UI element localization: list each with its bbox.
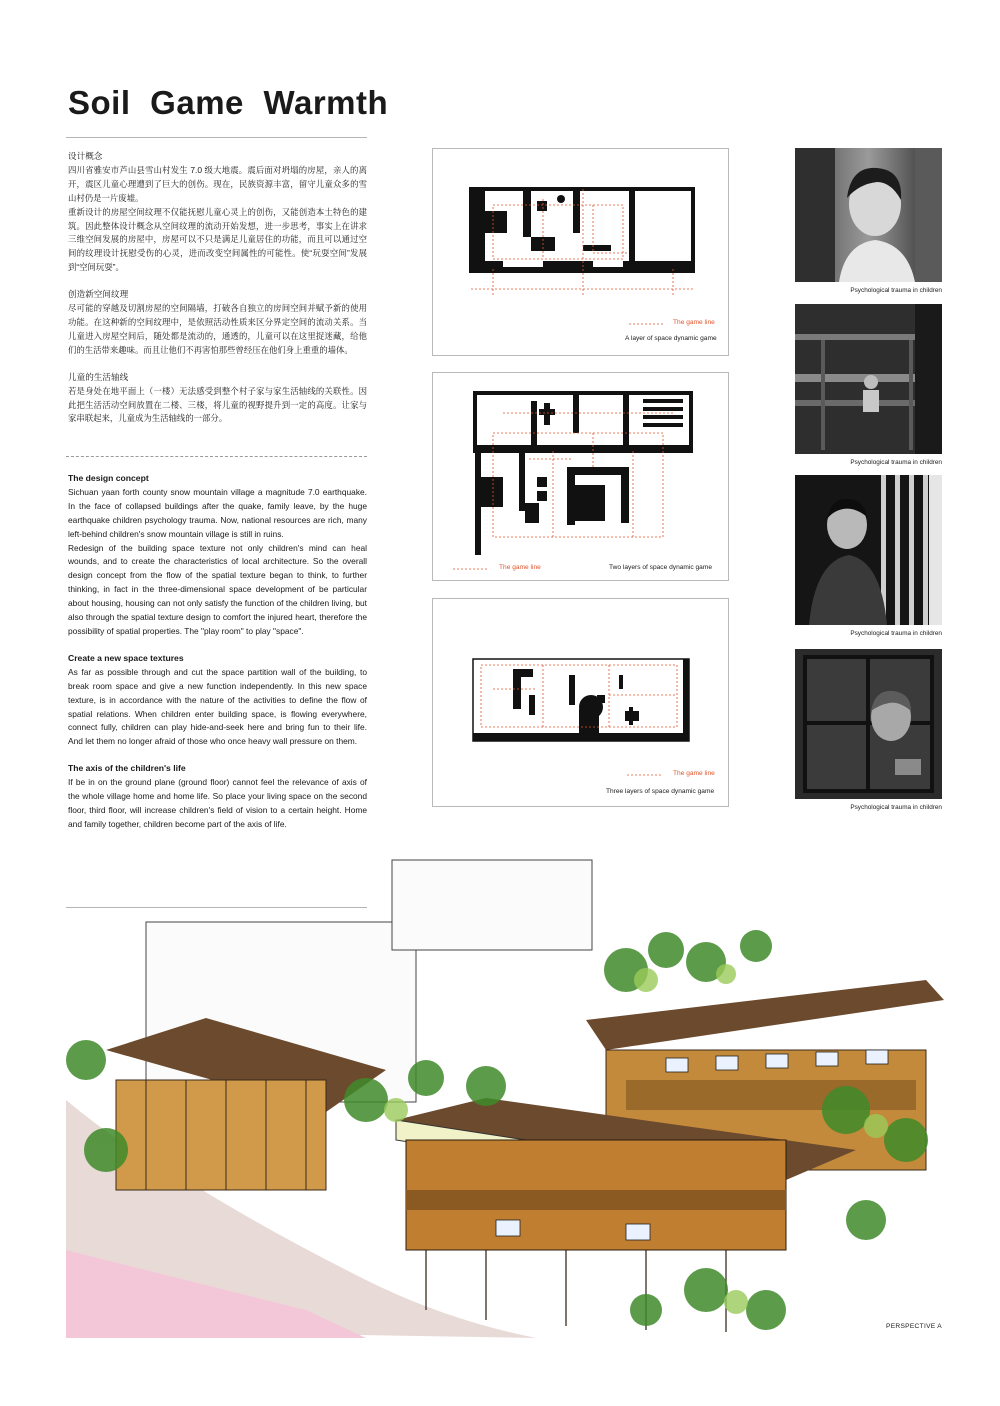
photo-child-1 [795, 148, 942, 298]
floor-plan-2-drawing [433, 373, 728, 580]
plan-3-legend-label: The game line [673, 770, 715, 777]
photo-child-3 [795, 475, 942, 641]
title-divider [66, 137, 367, 138]
en-texture-heading: Create a new space textures [68, 652, 184, 663]
zh-texture-section [68, 288, 367, 358]
photo-child-4-image [795, 649, 942, 799]
photo-4-caption: Psychological trauma in children [850, 804, 942, 811]
en-concept-paragraph-2: Redesign of the building space texture not only children's mind can heal wounds, and to create the characteristics of local architecture. So the overall design concept from the flow of the spatial texture began to think, to further thinking, in fact in the three-dimensional space development of be particular about housing, housing can not only satisfy the function of the children living, but also through the spatial texture design to comfort the injured heart, therefore the possibility of spatial properties. The "play room" to play "space". [68, 542, 367, 636]
photo-child-2 [795, 304, 942, 470]
perspective-label: PERSPECTIVE A [886, 1323, 942, 1330]
plan-3-legend-line [627, 774, 661, 776]
photo-2-caption: Psychological trauma in children [850, 459, 942, 466]
photo-child-1-image [795, 148, 942, 282]
en-axis-paragraph: If be in on the ground plane (ground floor) cannot feel the relevance of axis of the whole village home and home life. So place your living space on the second floor, third floor, will increase children's field of vision to a certain height. Home and family together, children become part of the axis of life. [68, 777, 367, 829]
en-axis-section [68, 762, 367, 832]
zh-axis-paragraph: 若是身处在地平面上（一楼）无法感受到整个村子家与家生活轴线的关联性。因此把生活活动空间放置在二楼、三楼，将儿童的视野提升到一定的高度。让家与家串联起来，儿童成为生活轴线的一部分。 [68, 385, 367, 424]
floor-plan-level-3 [432, 598, 729, 807]
zh-axis-heading: 儿童的生活轴线 [68, 371, 129, 382]
perspective-sketch [66, 850, 944, 1338]
photo-1-caption: Psychological trauma in children [850, 287, 942, 294]
en-axis-heading: The axis of the children's life [68, 763, 186, 774]
chinese-text-block [68, 150, 367, 439]
plan-3-caption: Three layers of space dynamic game [606, 788, 715, 795]
photo-3-caption: Psychological trauma in children [850, 630, 942, 637]
language-divider [66, 456, 367, 457]
plan-2-caption: Two layers of space dynamic game [609, 564, 712, 571]
zh-concept-paragraph-1: 四川省雅安市芦山县雪山村发生 7.0 级大地震。震后面对坍塌的房屋，亲人的离开，震区儿童心理遭到了巨大的创伤。现在，民族资源丰富，留守儿童众多的雪山村仍是一片废墟。 [68, 164, 367, 203]
en-texture-paragraph: As far as possible through and cut the space partition wall of the building, to break room space and give a new function independently. In this new space texture, is in accordance with the nature of the activities to define the flow of spatial relations. When children enter building space, is flowing everywhere, connect fully, children can play hide-and-seek here and bring fun to their life. And let them no longer afraid of those who once heavy wall pressure on them. [68, 666, 367, 747]
floor-plan-level-2 [432, 372, 729, 581]
zh-texture-heading: 创造新空间纹理 [68, 289, 129, 300]
zh-axis-section [68, 371, 367, 427]
zh-concept-heading: 设计概念 [68, 151, 103, 161]
zh-texture-paragraph: 尽可能的穿越及切割房屋的空间隔墙，打破各自独立的房间空间并赋予新的使用功能。在这种新的空间纹理中，是依照活动性质来区分界定空间的流动关系。当儿童进入房屋空间后，随处都是流动的，通透的，儿童可以在这里捉迷藏，给他们的生活带来趣味。而且让他们不再害怕那些曾经压在他们身上重重的墙体。 [68, 303, 367, 355]
floor-plan-level-1 [432, 148, 729, 356]
en-concept-section [68, 472, 367, 639]
plan-2-legend-label: The game line [499, 564, 541, 571]
zh-concept-paragraph-2: 重新设计的房屋空间纹理不仅能抚慰儿童心灵上的创伤，又能创造本土特色的建筑。因此整体设计概念从空间纹理的流动开始发想，进一步思考，事实上在讲求三维空间发展的房屋中，房屋可以不只是满足儿童居住的功能，而且可以通过空间的纹理设计抚慰受伤的心灵，进而改变空间属性的可能性。使“玩耍空间”发展到“空间玩耍”。 [68, 206, 367, 273]
photo-child-4 [795, 649, 942, 815]
plan-1-caption: A layer of space dynamic game [625, 335, 717, 342]
en-texture-section [68, 652, 367, 749]
en-concept-paragraph-1: Sichuan yaan forth county snow mountain village a magnitude 7.0 earthquake. In the face of collapsed buildings after the quake, family leave, by the huge earthquake children psychology trauma. Now, national resources are rich, many left-behind children's snow mountain village is still in ruins. [68, 486, 367, 539]
zh-concept-section [68, 150, 367, 275]
page-title: Soil Game Warmth [68, 84, 389, 121]
en-concept-heading: The design concept [68, 473, 149, 483]
plan-1-legend-line [629, 323, 663, 325]
photo-child-3-image [795, 475, 942, 625]
photo-child-2-image [795, 304, 942, 454]
plan-2-legend-line [453, 568, 487, 570]
perspective-sketch-drawing [66, 850, 944, 1338]
plan-1-legend-label: The game line [673, 319, 715, 326]
english-text-block [68, 472, 367, 845]
